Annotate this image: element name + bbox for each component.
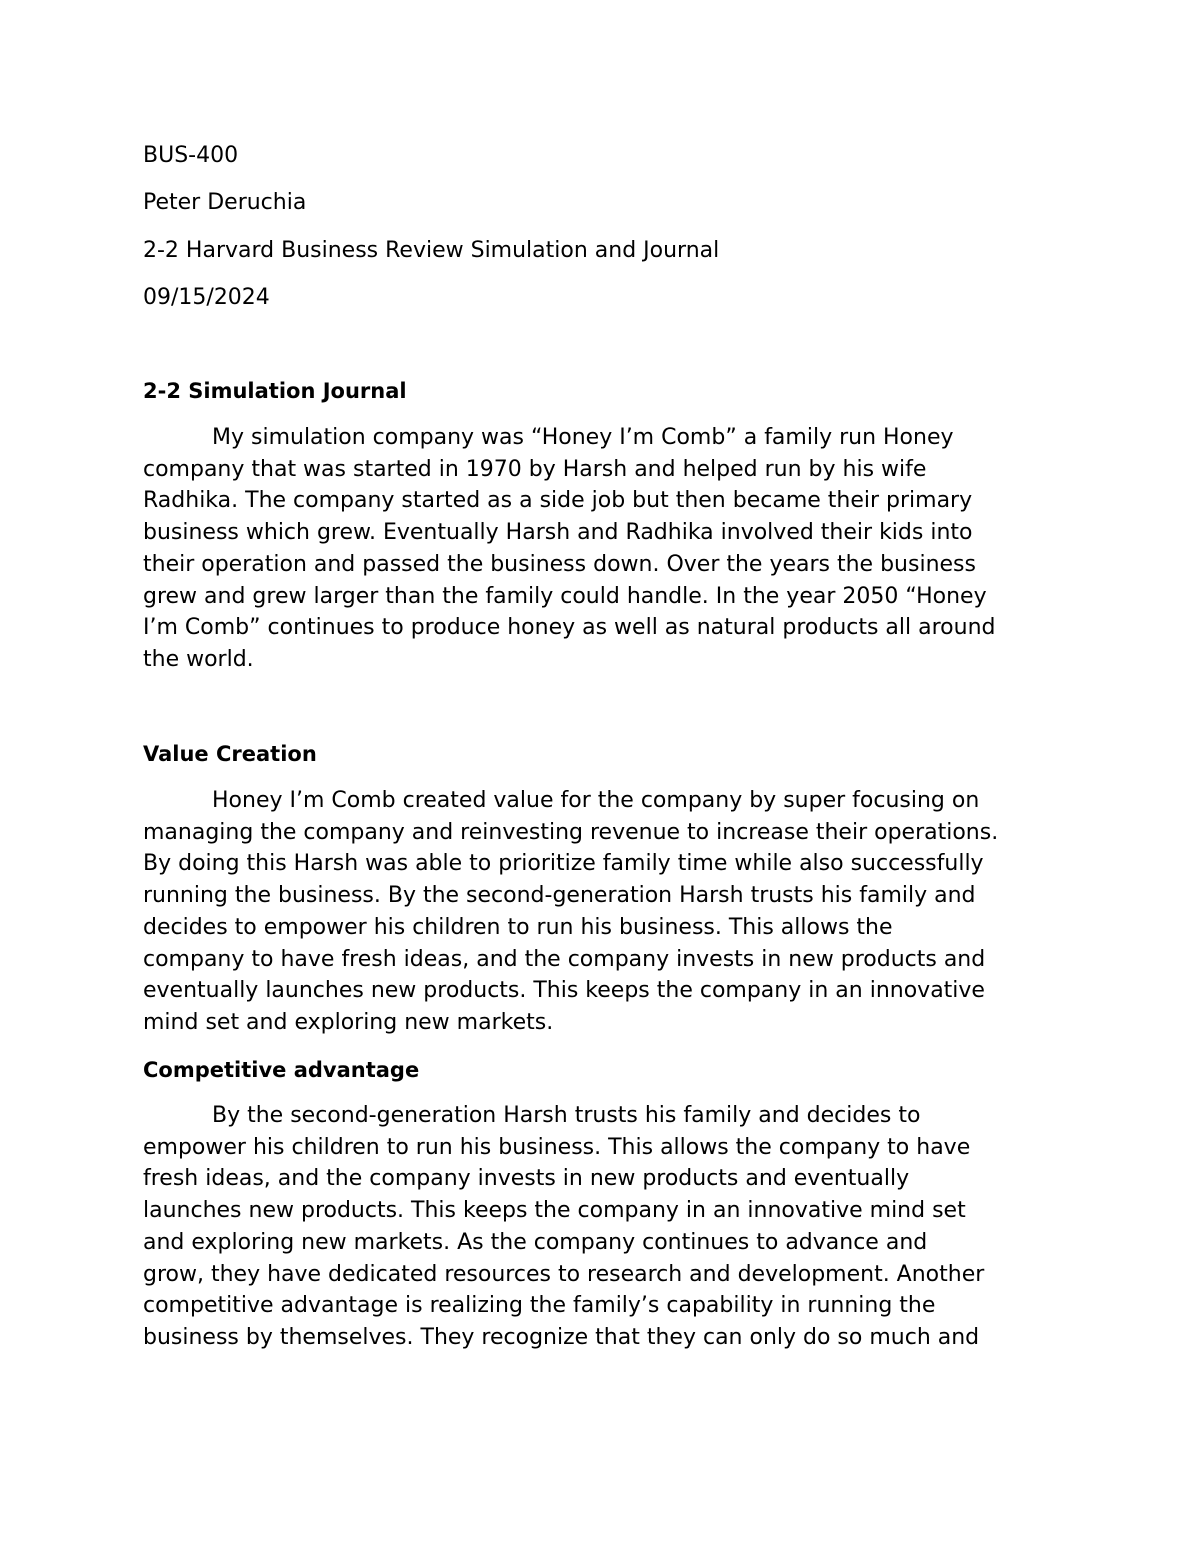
paragraph-line: business which grew. Eventually Harsh and Radhika involved their kids into (143, 520, 973, 546)
author-name: Peter Deruchia (143, 190, 307, 215)
paragraph-line: and exploring new markets. As the company continues to advance and (143, 1229, 928, 1255)
paragraph-line: mind set and exploring new markets. (143, 1009, 554, 1035)
paragraph-line: My simulation company was “Honey I’m Comb” a family run Honey (212, 425, 954, 450)
paragraph-line: By the second-generation Harsh trusts his family and decides to (212, 1103, 921, 1128)
paragraph-competitive-advantage (143, 1100, 1063, 1354)
section-heading-value-creation: Value Creation (143, 742, 317, 766)
paragraph-line: eventually launches new products. This keeps the company in an innovative (143, 978, 985, 1004)
paragraph-line: launches new products. This keeps the company in an innovative mind set (143, 1198, 966, 1224)
paragraph-line: business by themselves. They recognize that they can only do so much and (143, 1324, 980, 1350)
paragraph-line: Radhika. The company started as a side job but then became their primary (143, 488, 973, 514)
paragraph-line: managing the company and reinvesting revenue to increase their operations. (143, 819, 999, 845)
paragraph-line: By doing this Harsh was able to prioritize family time while also successfully (143, 851, 984, 877)
paragraph-line: fresh ideas, and the company invests in new products and eventually (143, 1166, 910, 1192)
assignment-title: 2-2 Harvard Business Review Simulation and Journal (143, 238, 720, 263)
section-heading-simulation-journal: 2-2 Simulation Journal (143, 379, 407, 403)
paragraph-line: running the business. By the second-generation Harsh trusts his family and (143, 883, 976, 909)
paragraph-value-creation (143, 785, 1063, 1039)
paragraph-line: Honey I’m Comb created value for the company by super focusing on (212, 788, 980, 813)
paragraph-line: decides to empower his children to run his business. This allows the (143, 914, 893, 940)
document-date: 09/15/2024 (143, 285, 270, 310)
course-code: BUS-400 (143, 143, 239, 168)
paragraph-line: grow, they have dedicated resources to research and development. Another (143, 1261, 985, 1287)
paragraph-simulation-journal (143, 422, 1063, 676)
paragraph-line: I’m Comb” continues to produce honey as well as natural products all around (143, 615, 996, 641)
paragraph-line: grew and grew larger than the family could handle. In the year 2050 “Honey (143, 583, 987, 609)
paragraph-line: empower his children to run his business. This allows the company to have (143, 1134, 971, 1160)
section-heading-competitive-advantage: Competitive advantage (143, 1058, 420, 1082)
paragraph-line: company that was started in 1970 by Harsh and helped run by his wife (143, 456, 927, 482)
paragraph-line: their operation and passed the business down. Over the years the business (143, 551, 976, 577)
paragraph-line: company to have fresh ideas, and the company invests in new products and (143, 946, 986, 972)
paragraph-line: the world. (143, 646, 254, 672)
paragraph-line: competitive advantage is realizing the family’s capability in running the (143, 1293, 936, 1319)
